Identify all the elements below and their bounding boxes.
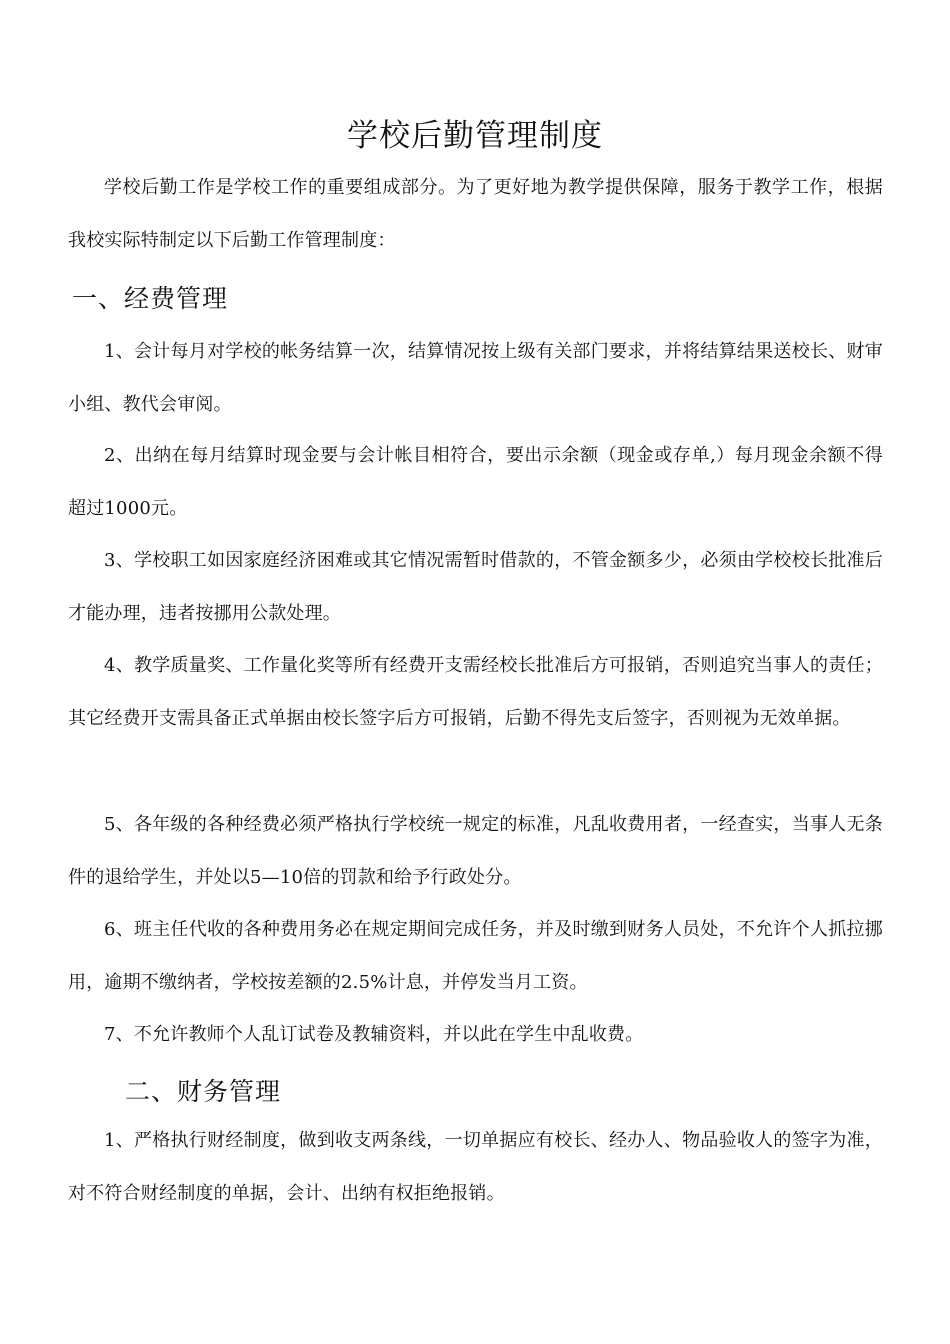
section-heading-finance: 二、财务管理: [125, 1077, 282, 1106]
section1-item-5: 5、各年级的各种经费必须严格执行学校统一规定的标准，凡乱收费用者，一经查实，当事人无条件的退给学生，并处以5—10倍的罚款和给予行政处分。: [68, 814, 883, 888]
section1-item-1: 1、会计每月对学校的帐务结算一次，结算情况按上级有关部门要求，并将结算结果送校长、财审小组、教代会审阅。: [68, 341, 883, 415]
section2-item-1: 1、严格执行财经制度，做到收支两条线，一切单据应有校长、经办人、物品验收人的签字为准，对不符合财经制度的单据，会计、出纳有权拒绝报销。: [68, 1130, 883, 1204]
document-title: 学校后勤管理制度: [347, 118, 603, 154]
section1-item-3: 3、学校职工如因家庭经济困难或其它情况需暂时借款的，不管金额多少，必须由学校校长批准后才能办理，违者按挪用公款处理。: [68, 550, 883, 624]
section-heading-funding: 一、经费管理: [72, 284, 229, 313]
section1-item-4: 4、教学质量奖、工作量化奖等所有经费开支需经校长批准后方可报销，否则追究当事人的责任；其它经费开支需具备正式单据由校长签字后方可报销，后勤不得先支后签字，否则视为无效单据。: [68, 655, 883, 729]
section1-item-2: 2、出纳在每月结算时现金要与会计帐目相符合，要出示余额（现金或存单,）每月现金余额不得超过1000元。: [68, 445, 883, 519]
section1-item-7: 7、不允许教师个人乱订试卷及教辅资料，并以此在学生中乱收费。: [104, 1024, 644, 1045]
section1-item-6: 6、班主任代收的各种费用务必在规定期间完成任务，并及时缴到财务人员处，不允许个人抓拉挪用，逾期不缴纳者，学校按差额的2.5%计息，并停发当月工资。: [68, 919, 883, 993]
intro-paragraph: 学校后勤工作是学校工作的重要组成部分。为了更好地为教学提供保障，服务于教学工作，根据我校实际特制定以下后勤工作管理制度：: [68, 177, 883, 251]
